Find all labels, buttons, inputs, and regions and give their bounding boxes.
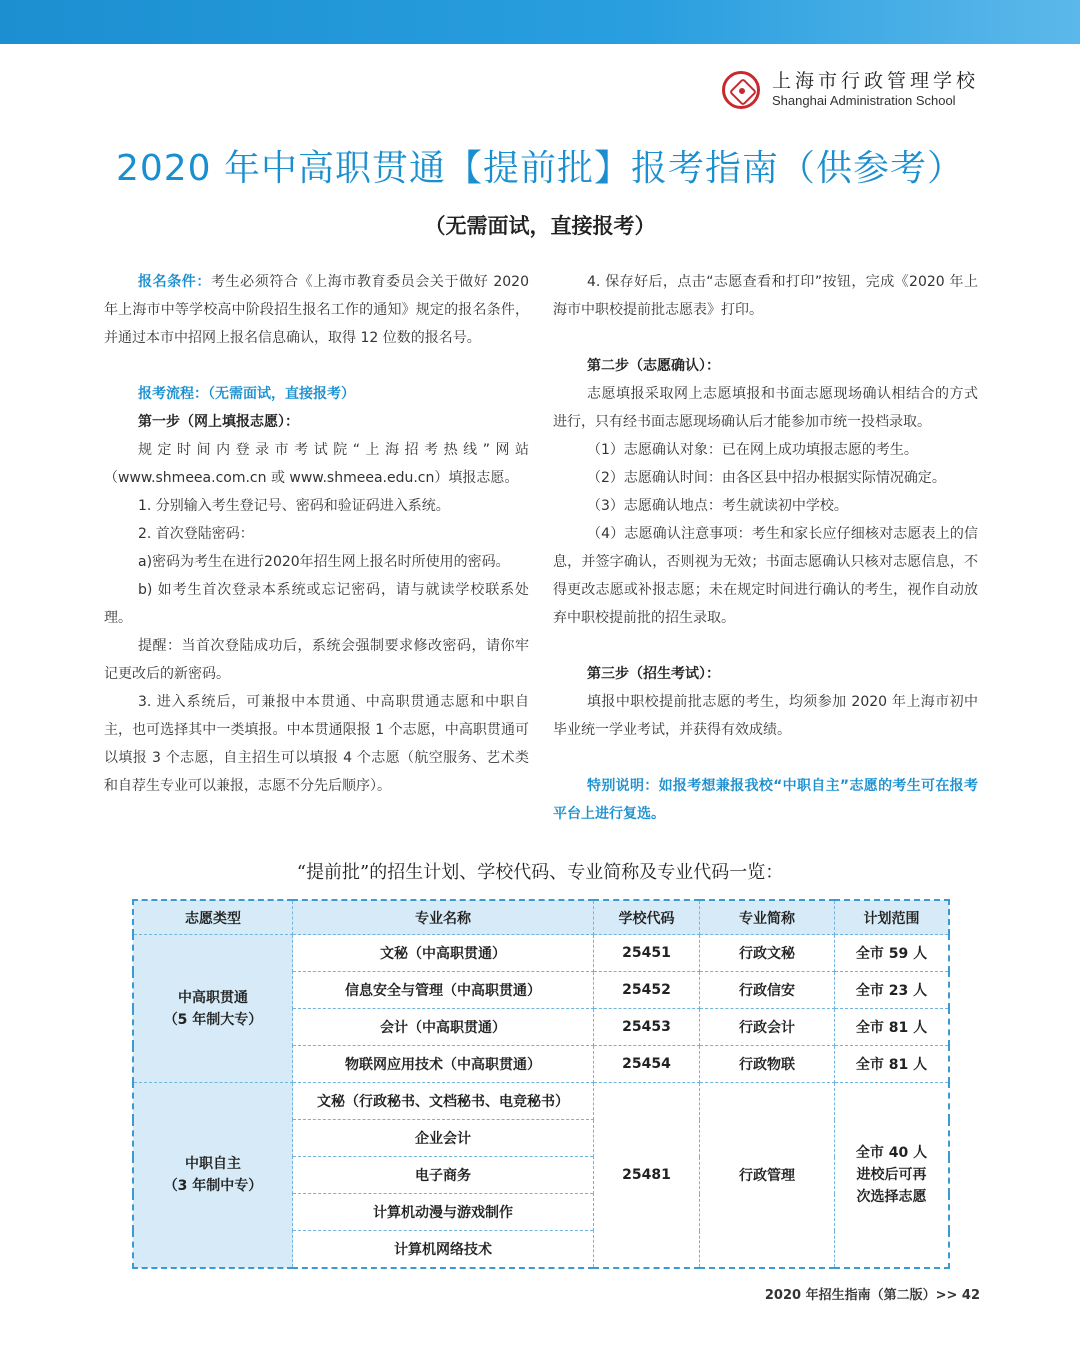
school-name-en: Shanghai Administration School xyxy=(772,93,956,108)
step1-item2b: b) 如考生首次登录本系统或忘记密码，请与就读学校联系处理。 xyxy=(104,582,529,626)
code-cell: 25451 xyxy=(594,935,700,972)
header-abbr: 专业简称 xyxy=(700,900,835,935)
confirm-item4: （4）志愿确认注意事项：考生和家长应仔细核对志愿表上的信息，并签字确认，否则视为无效；书面志愿确认只核对志愿信息，不得更改志愿或补报志愿；未在规定时间进行确认的考生，视作自动放弃中职校提前批的招生录取。 xyxy=(553,526,978,626)
school-name-cn: 上海市行政管理学校 xyxy=(772,70,980,92)
major-cell: 计算机动漫与游戏制作 xyxy=(293,1194,594,1231)
abbr-cell: 行政物联 xyxy=(700,1046,835,1083)
conditions-text: 考生必须符合《上海市教育委员会关于做好 2020 年上海市中等学校高中阶段招生报名工作的通知》规定的报名条件，并通过本市中招网上报名信息确认，取得 12 位数的报名号。 xyxy=(104,274,529,346)
major-cell: 企业会计 xyxy=(293,1120,594,1157)
page-title: 2020 年中高职贯通【提前批】报考指南（供参考） xyxy=(115,148,965,189)
enrollment-plan-table xyxy=(132,899,950,1269)
special-note: 特别说明：如报考想兼报我校“中职自主”志愿的考生可在报考平台上进行复选。 xyxy=(553,778,978,822)
type-cell-group1: 中高职贯通 （5 年制大专） xyxy=(133,935,293,1083)
step1-text: 规定时间内登录市考试院“上海招考热线”网站（www.shmeea.com.cn 或 www.shmeea.edu.cn）填报志愿。 xyxy=(104,442,529,486)
plan-cell: 全市 81 人 xyxy=(835,1046,950,1083)
table-row xyxy=(133,935,949,972)
header-school-code: 学校代码 xyxy=(594,900,700,935)
type-cell-group2: 中职自主 （3 年制中专） xyxy=(133,1083,293,1269)
major-cell: 信息安全与管理（中高职贯通） xyxy=(293,972,594,1009)
table-title: “提前批”的招生计划、学校代码、专业简称及专业代码一览： xyxy=(296,862,784,883)
step1-item3: 3. 进入系统后，可兼报中本贯通、中高职贯通志愿和中职自主，也可选择其中一类填报。中本贯通限报 1 个志愿，中高职贯通可以填报 3 个志愿，自主招生可以填报 4 个志愿（航空服务、艺术类和自荐生专业可以兼报，志愿不分先后顺序）。 xyxy=(104,694,529,794)
confirm-item2: （2）志愿确认时间：由各区县中招办根据实际情况确定。 xyxy=(587,470,946,486)
code-cell: 25453 xyxy=(594,1009,700,1046)
table-row xyxy=(133,1083,949,1120)
code-cell: 25481 xyxy=(594,1083,700,1269)
step1-item2a: a)密码为考生在进行2020年招生网上报名时所使用的密码。 xyxy=(138,554,510,570)
plan-cell: 全市 81 人 xyxy=(835,1009,950,1046)
top-banner xyxy=(0,0,1080,44)
abbr-cell: 行政管理 xyxy=(700,1083,835,1269)
code-cell: 25452 xyxy=(594,972,700,1009)
major-cell: 物联网应用技术（中高职贯通） xyxy=(293,1046,594,1083)
abbr-cell: 行政会计 xyxy=(700,1009,835,1046)
header-type: 志愿类型 xyxy=(133,900,293,935)
plan-cell: 全市 40 人 进校后可再 次选择志愿 xyxy=(835,1083,950,1269)
school-logo xyxy=(722,70,979,110)
right-column xyxy=(553,268,978,828)
header-plan: 计划范围 xyxy=(835,900,950,935)
major-cell: 会计（中高职贯通） xyxy=(293,1009,594,1046)
plan-cell: 全市 59 人 xyxy=(835,935,950,972)
step2-label: 第二步（志愿确认）： xyxy=(587,358,720,374)
step1-item2: 2. 首次登陆密码： xyxy=(138,526,254,542)
major-cell: 电子商务 xyxy=(293,1157,594,1194)
step1-item1: 1. 分别输入考生登记号、密码和验证码进入系统。 xyxy=(138,498,450,514)
confirm-item1: （1）志愿确认对象：已在网上成功填报志愿的考生。 xyxy=(587,442,918,458)
step3-label: 第三步（招生考试）： xyxy=(587,666,720,682)
code-cell: 25454 xyxy=(594,1046,700,1083)
major-cell: 计算机网络技术 xyxy=(293,1231,594,1269)
step3-text: 填报中职校提前批志愿的考生，均须参加 2020 年上海市初中毕业统一学业考试，并获得有效成绩。 xyxy=(553,694,978,738)
confirm-item3: （3）志愿确认地点：考生就读初中学校。 xyxy=(587,498,848,514)
process-label: 报考流程：（无需面试，直接报考） xyxy=(138,386,355,402)
step1-item4: 4. 保存好后，点击“志愿查看和打印”按钮，完成《2020 年上海市中职校提前批志愿表》打印。 xyxy=(553,274,978,318)
conditions-label: 报名条件： xyxy=(138,274,211,290)
left-column xyxy=(104,268,529,800)
plan-cell: 全市 23 人 xyxy=(835,972,950,1009)
page-subtitle: （无需面试，直接报考） xyxy=(424,213,656,238)
password-reminder: 提醒：当首次登陆成功后，系统会强制要求修改密码，请你牢记更改后的新密码。 xyxy=(104,638,529,682)
header-major: 专业名称 xyxy=(293,900,594,935)
abbr-cell: 行政信安 xyxy=(700,972,835,1009)
abbr-cell: 行政文秘 xyxy=(700,935,835,972)
school-emblem-icon xyxy=(722,71,760,109)
table-header-row xyxy=(133,900,949,935)
step2-text: 志愿填报采取网上志愿填报和书面志愿现场确认相结合的方式进行，只有经书面志愿现场确认后才能参加市统一投档录取。 xyxy=(553,386,978,430)
page-footer: 2020 年招生指南（第二版）>> 42 xyxy=(764,1288,980,1303)
registration-conditions xyxy=(104,268,529,352)
step1-label: 第一步（网上填报志愿）： xyxy=(138,414,299,430)
major-cell: 文秘（中高职贯通） xyxy=(293,935,594,972)
major-cell: 文秘（行政秘书、文档秘书、电竞秘书） xyxy=(293,1083,594,1120)
